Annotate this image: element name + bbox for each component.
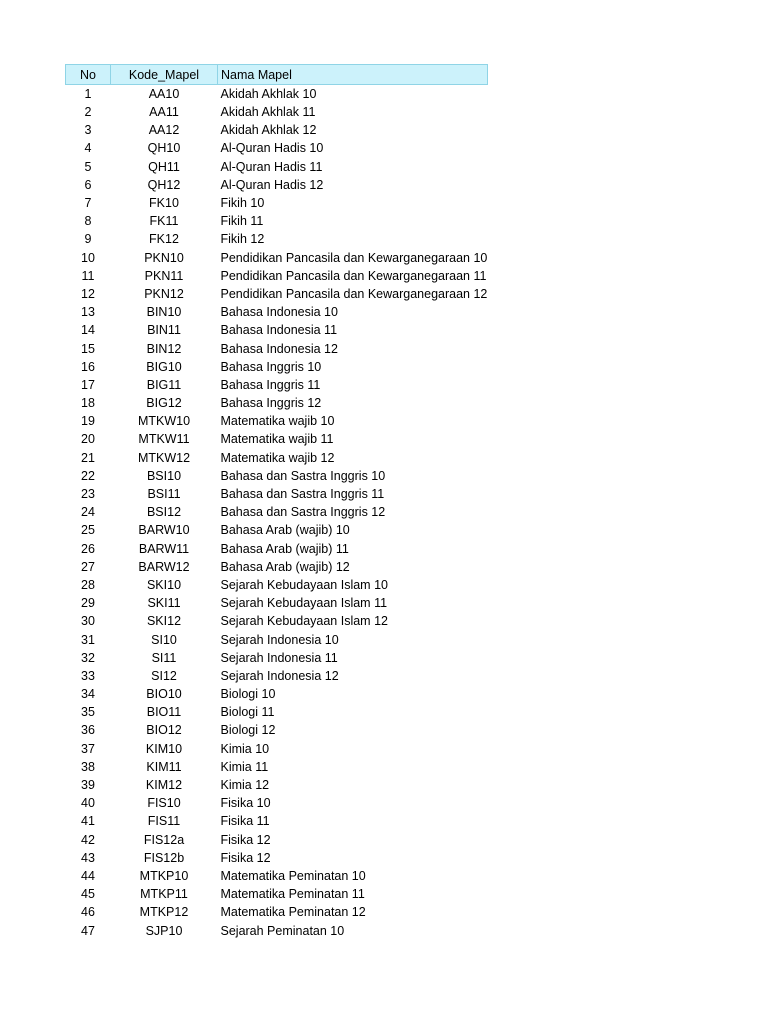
cell-nama-mapel[interactable]: Sejarah Indonesia 10 bbox=[220, 632, 339, 647]
table-row bbox=[66, 467, 488, 485]
cell-nama-mapel[interactable]: Bahasa Arab (wajib) 12 bbox=[220, 559, 350, 574]
cell-nama-mapel[interactable]: Bahasa Arab (wajib) 11 bbox=[220, 541, 349, 556]
table-row bbox=[66, 158, 488, 176]
table-row bbox=[66, 776, 488, 794]
cell-kode-mapel[interactable]: BARW12 bbox=[138, 559, 190, 574]
cell-no[interactable]: 22 bbox=[81, 468, 95, 483]
table-row bbox=[66, 667, 488, 685]
cell-no[interactable]: 25 bbox=[81, 523, 95, 538]
cell-nama-mapel[interactable]: Sejarah Kebudayaan Islam 11 bbox=[220, 596, 388, 611]
cell-kode-mapel[interactable]: BSI11 bbox=[147, 487, 181, 502]
cell-no[interactable]: 9 bbox=[84, 232, 92, 247]
cell-nama-mapel[interactable]: Bahasa Inggris 11 bbox=[220, 377, 321, 392]
table-row bbox=[66, 303, 488, 321]
cell-no[interactable]: 47 bbox=[81, 923, 95, 938]
table-row bbox=[66, 612, 488, 630]
cell-no[interactable]: 13 bbox=[81, 305, 95, 320]
cell-no[interactable]: 46 bbox=[81, 905, 95, 920]
cell-nama-mapel[interactable]: Matematika wajib 10 bbox=[220, 414, 335, 429]
cell-nama-mapel[interactable]: Bahasa dan Sastra Inggris 11 bbox=[220, 487, 385, 502]
table-row bbox=[66, 903, 488, 921]
cell-kode-mapel[interactable]: BIG10 bbox=[146, 359, 182, 374]
table-row bbox=[66, 758, 488, 776]
cell-no[interactable]: 23 bbox=[81, 487, 95, 502]
cell-kode-mapel[interactable]: KIM11 bbox=[146, 759, 182, 774]
cell-no[interactable]: 36 bbox=[81, 723, 95, 738]
cell-kode-mapel[interactable]: KIM12 bbox=[145, 778, 183, 793]
header-row bbox=[66, 65, 488, 85]
table-row bbox=[66, 921, 488, 939]
table-row bbox=[66, 831, 488, 849]
cell-kode-mapel[interactable]: QH10 bbox=[147, 141, 181, 156]
cell-nama-mapel[interactable]: Sejarah Peminatan 10 bbox=[220, 923, 345, 938]
table-row bbox=[66, 376, 488, 394]
table-row bbox=[66, 649, 488, 667]
cell-no[interactable]: 16 bbox=[81, 359, 95, 374]
table-row bbox=[66, 849, 488, 867]
cell-kode-mapel[interactable]: AA11 bbox=[149, 105, 179, 120]
table-row bbox=[66, 794, 488, 812]
cell-nama-mapel[interactable]: Bahasa Indonesia 11 bbox=[220, 323, 338, 338]
cell-no[interactable]: 31 bbox=[81, 632, 95, 647]
spreadsheet-area bbox=[65, 64, 487, 940]
table-row bbox=[66, 521, 488, 539]
cell-no[interactable]: 2 bbox=[84, 105, 92, 120]
cell-no[interactable]: 33 bbox=[81, 668, 95, 683]
cell-no[interactable]: 1 bbox=[84, 87, 92, 101]
table-row bbox=[66, 430, 488, 448]
cell-nama-mapel[interactable]: Matematika wajib 12 bbox=[220, 450, 335, 465]
cell-nama-mapel[interactable]: Bahasa Arab (wajib) 10 bbox=[220, 523, 350, 538]
cell-kode-mapel[interactable]: QH12 bbox=[147, 177, 181, 192]
cell-nama-mapel[interactable]: Kimia 12 bbox=[220, 778, 270, 793]
cell-no[interactable]: 45 bbox=[81, 887, 95, 902]
header-nama-mapel[interactable]: Nama Mapel bbox=[218, 65, 488, 85]
cell-kode-mapel[interactable]: SJP10 bbox=[145, 923, 183, 938]
cell-nama-mapel[interactable]: Fisika 10 bbox=[220, 796, 271, 811]
table-row bbox=[66, 249, 488, 267]
cell-no[interactable]: 29 bbox=[81, 596, 95, 611]
table-row bbox=[66, 885, 488, 903]
cell-kode-mapel[interactable]: BIN11 bbox=[147, 323, 181, 338]
table-row bbox=[66, 339, 488, 357]
cell-nama-mapel[interactable]: Biologi 11 bbox=[220, 705, 275, 720]
table-row bbox=[66, 740, 488, 758]
cell-kode-mapel[interactable]: AA10 bbox=[148, 87, 180, 101]
cell-kode-mapel[interactable]: PKN12 bbox=[144, 286, 184, 301]
table-row bbox=[66, 412, 488, 430]
table-row bbox=[66, 394, 488, 412]
cell-no[interactable]: 5 bbox=[84, 159, 92, 174]
cell-nama-mapel[interactable]: Sejarah Indonesia 12 bbox=[220, 668, 339, 683]
cell-nama-mapel[interactable]: Bahasa Inggris 10 bbox=[220, 359, 322, 374]
cell-nama-mapel[interactable]: Fisika 12 bbox=[220, 850, 271, 865]
cell-nama-mapel[interactable]: Akidah Akhlak 10 bbox=[220, 87, 317, 101]
table-body bbox=[66, 85, 488, 940]
cell-nama-mapel[interactable]: Al-Quran Hadis 12 bbox=[220, 177, 324, 192]
cell-kode-mapel[interactable]: BIO11 bbox=[146, 705, 182, 720]
table-row bbox=[66, 630, 488, 648]
table-row bbox=[66, 321, 488, 339]
cell-kode-mapel[interactable]: MTKW11 bbox=[138, 432, 190, 447]
table-row bbox=[66, 194, 488, 212]
table-row bbox=[66, 721, 488, 739]
cell-no[interactable]: 19 bbox=[81, 414, 95, 429]
cell-kode-mapel[interactable]: FIS12a bbox=[143, 832, 185, 847]
cell-nama-mapel[interactable]: Fikih 11 bbox=[220, 214, 264, 229]
table-row bbox=[66, 703, 488, 721]
cell-nama-mapel[interactable]: Biologi 10 bbox=[220, 687, 276, 702]
cell-kode-mapel[interactable]: SKI12 bbox=[146, 614, 182, 629]
cell-no[interactable]: 39 bbox=[81, 778, 95, 793]
cell-nama-mapel[interactable]: Fikih 10 bbox=[220, 196, 265, 211]
cell-kode-mapel[interactable]: BARW11 bbox=[138, 541, 190, 556]
cell-no[interactable]: 42 bbox=[81, 832, 95, 847]
cell-nama-mapel[interactable]: Bahasa dan Sastra Inggris 10 bbox=[220, 468, 386, 483]
cell-no[interactable]: 3 bbox=[84, 123, 92, 138]
cell-kode-mapel[interactable]: BARW10 bbox=[138, 523, 190, 538]
cell-nama-mapel[interactable]: Bahasa Indonesia 10 bbox=[220, 305, 338, 320]
cell-kode-mapel[interactable]: SI10 bbox=[151, 632, 177, 647]
cell-nama-mapel[interactable]: Fikih 12 bbox=[220, 232, 265, 247]
table-row bbox=[66, 230, 488, 248]
cell-nama-mapel[interactable]: Bahasa Inggris 12 bbox=[220, 396, 322, 411]
cell-no[interactable]: 41 bbox=[81, 814, 95, 829]
cell-no[interactable]: 32 bbox=[81, 650, 95, 665]
cell-kode-mapel[interactable]: BSI12 bbox=[146, 505, 182, 520]
cell-nama-mapel[interactable]: Al-Quran Hadis 10 bbox=[220, 141, 324, 156]
cell-no[interactable]: 7 bbox=[84, 196, 92, 211]
cell-nama-mapel[interactable]: Al-Quran Hadis 11 bbox=[220, 159, 323, 174]
cell-nama-mapel[interactable]: Pendidikan Pancasila dan Kewarganegaraan 11 bbox=[220, 268, 487, 283]
cell-nama-mapel[interactable]: Bahasa dan Sastra Inggris 12 bbox=[220, 505, 386, 520]
cell-nama-mapel[interactable]: Akidah Akhlak 12 bbox=[220, 123, 317, 138]
cell-kode-mapel[interactable]: MTKW10 bbox=[137, 414, 191, 429]
table-row bbox=[66, 176, 488, 194]
cell-kode-mapel[interactable]: FK10 bbox=[149, 196, 179, 211]
cell-kode-mapel[interactable]: PKN10 bbox=[144, 250, 184, 265]
subject-table bbox=[65, 64, 488, 940]
cell-kode-mapel[interactable]: SI12 bbox=[151, 668, 177, 683]
table-row bbox=[66, 558, 488, 576]
table-row bbox=[66, 576, 488, 594]
cell-no[interactable]: 44 bbox=[81, 868, 95, 883]
cell-nama-mapel[interactable]: Sejarah Indonesia 11 bbox=[220, 650, 338, 665]
cell-no[interactable]: 30 bbox=[81, 614, 95, 629]
cell-no[interactable]: 21 bbox=[81, 450, 95, 465]
cell-nama-mapel[interactable]: Pendidikan Pancasila dan Kewarganegaraan 10 bbox=[220, 250, 488, 265]
cell-no[interactable]: 14 bbox=[81, 323, 95, 338]
cell-kode-mapel[interactable]: FIS10 bbox=[147, 796, 181, 811]
cell-kode-mapel[interactable]: MTKP11 bbox=[140, 887, 188, 902]
cell-kode-mapel[interactable]: BIN10 bbox=[146, 305, 182, 320]
cell-no[interactable]: 40 bbox=[81, 796, 95, 811]
cell-kode-mapel[interactable]: MTKP12 bbox=[139, 905, 189, 920]
cell-no[interactable]: 27 bbox=[81, 559, 95, 574]
cell-kode-mapel[interactable]: AA12 bbox=[148, 123, 180, 138]
table-row bbox=[66, 867, 488, 885]
cell-kode-mapel[interactable]: MTKW12 bbox=[137, 450, 191, 465]
cell-nama-mapel[interactable]: Matematika Peminatan 12 bbox=[220, 905, 366, 920]
cell-no[interactable]: 10 bbox=[81, 250, 95, 265]
cell-kode-mapel[interactable]: BIG12 bbox=[146, 396, 182, 411]
cell-no[interactable]: 15 bbox=[81, 341, 95, 356]
cell-no[interactable]: 24 bbox=[81, 505, 95, 520]
cell-kode-mapel[interactable]: BIN12 bbox=[146, 341, 182, 356]
cell-nama-mapel[interactable]: Akidah Akhlak 11 bbox=[220, 105, 316, 120]
cell-kode-mapel[interactable]: BSI10 bbox=[146, 468, 182, 483]
cell-no[interactable]: 26 bbox=[81, 541, 95, 556]
cell-kode-mapel[interactable]: BIO10 bbox=[146, 687, 182, 702]
cell-kode-mapel[interactable]: FIS11 bbox=[147, 814, 181, 829]
cell-nama-mapel[interactable]: Pendidikan Pancasila dan Kewarganegaraan 12 bbox=[220, 286, 488, 301]
cell-nama-mapel[interactable]: Bahasa Indonesia 12 bbox=[220, 341, 338, 356]
cell-kode-mapel[interactable]: BIG11 bbox=[146, 377, 182, 392]
cell-nama-mapel[interactable]: Fisika 12 bbox=[220, 832, 271, 847]
cell-kode-mapel[interactable]: BIO12 bbox=[146, 723, 182, 738]
table-row bbox=[66, 267, 488, 285]
table-row bbox=[66, 503, 488, 521]
cell-nama-mapel[interactable]: Kimia 10 bbox=[220, 741, 270, 756]
cell-no[interactable]: 6 bbox=[84, 177, 92, 192]
cell-kode-mapel[interactable]: FK12 bbox=[149, 232, 179, 247]
cell-no[interactable]: 8 bbox=[84, 214, 92, 229]
header-no[interactable]: No bbox=[66, 65, 111, 85]
cell-kode-mapel[interactable]: FIS12b bbox=[143, 850, 185, 865]
cell-nama-mapel[interactable]: Sejarah Kebudayaan Islam 12 bbox=[220, 614, 388, 629]
cell-kode-mapel[interactable]: MTKP10 bbox=[139, 868, 189, 883]
table-row bbox=[66, 285, 488, 303]
cell-no[interactable]: 35 bbox=[81, 705, 95, 720]
cell-no[interactable]: 4 bbox=[84, 141, 92, 156]
cell-no[interactable]: 28 bbox=[81, 577, 95, 592]
table-row bbox=[66, 139, 488, 157]
table-row bbox=[66, 449, 488, 467]
cell-kode-mapel[interactable]: KIM10 bbox=[145, 741, 183, 756]
cell-nama-mapel[interactable]: Kimia 11 bbox=[220, 759, 269, 774]
cell-no[interactable]: 18 bbox=[81, 396, 95, 411]
cell-kode-mapel[interactable]: PKN11 bbox=[144, 268, 184, 283]
cell-nama-mapel[interactable]: Fisika 11 bbox=[220, 814, 270, 829]
table-row bbox=[66, 103, 488, 121]
cell-no[interactable]: 34 bbox=[81, 687, 95, 702]
cell-no[interactable]: 37 bbox=[81, 741, 95, 756]
table-row bbox=[66, 212, 488, 230]
table-row bbox=[66, 121, 488, 139]
table-row bbox=[66, 540, 488, 558]
cell-nama-mapel[interactable]: Sejarah Kebudayaan Islam 10 bbox=[220, 577, 388, 592]
cell-no[interactable]: 38 bbox=[81, 759, 95, 774]
cell-kode-mapel[interactable]: QH11 bbox=[148, 159, 180, 174]
cell-kode-mapel[interactable]: FK11 bbox=[149, 214, 179, 229]
header-kode-mapel[interactable]: Kode_Mapel bbox=[111, 65, 218, 85]
table-row bbox=[66, 685, 488, 703]
cell-nama-mapel[interactable]: Biologi 12 bbox=[220, 723, 276, 738]
cell-no[interactable]: 17 bbox=[81, 377, 95, 392]
cell-kode-mapel[interactable]: SKI11 bbox=[147, 596, 181, 611]
cell-no[interactable]: 20 bbox=[81, 432, 95, 447]
table-row bbox=[66, 594, 488, 612]
cell-nama-mapel[interactable]: Matematika wajib 11 bbox=[220, 432, 334, 447]
cell-kode-mapel[interactable]: SI11 bbox=[151, 650, 177, 665]
table-row bbox=[66, 812, 488, 830]
cell-no[interactable]: 12 bbox=[81, 286, 95, 301]
table-row bbox=[66, 485, 488, 503]
cell-nama-mapel[interactable]: Matematika Peminatan 11 bbox=[220, 887, 365, 902]
cell-no[interactable]: 43 bbox=[81, 850, 95, 865]
table-row bbox=[66, 85, 488, 104]
cell-no[interactable]: 11 bbox=[81, 268, 95, 283]
cell-kode-mapel[interactable]: SKI10 bbox=[146, 577, 182, 592]
cell-nama-mapel[interactable]: Matematika Peminatan 10 bbox=[220, 868, 366, 883]
table-row bbox=[66, 358, 488, 376]
